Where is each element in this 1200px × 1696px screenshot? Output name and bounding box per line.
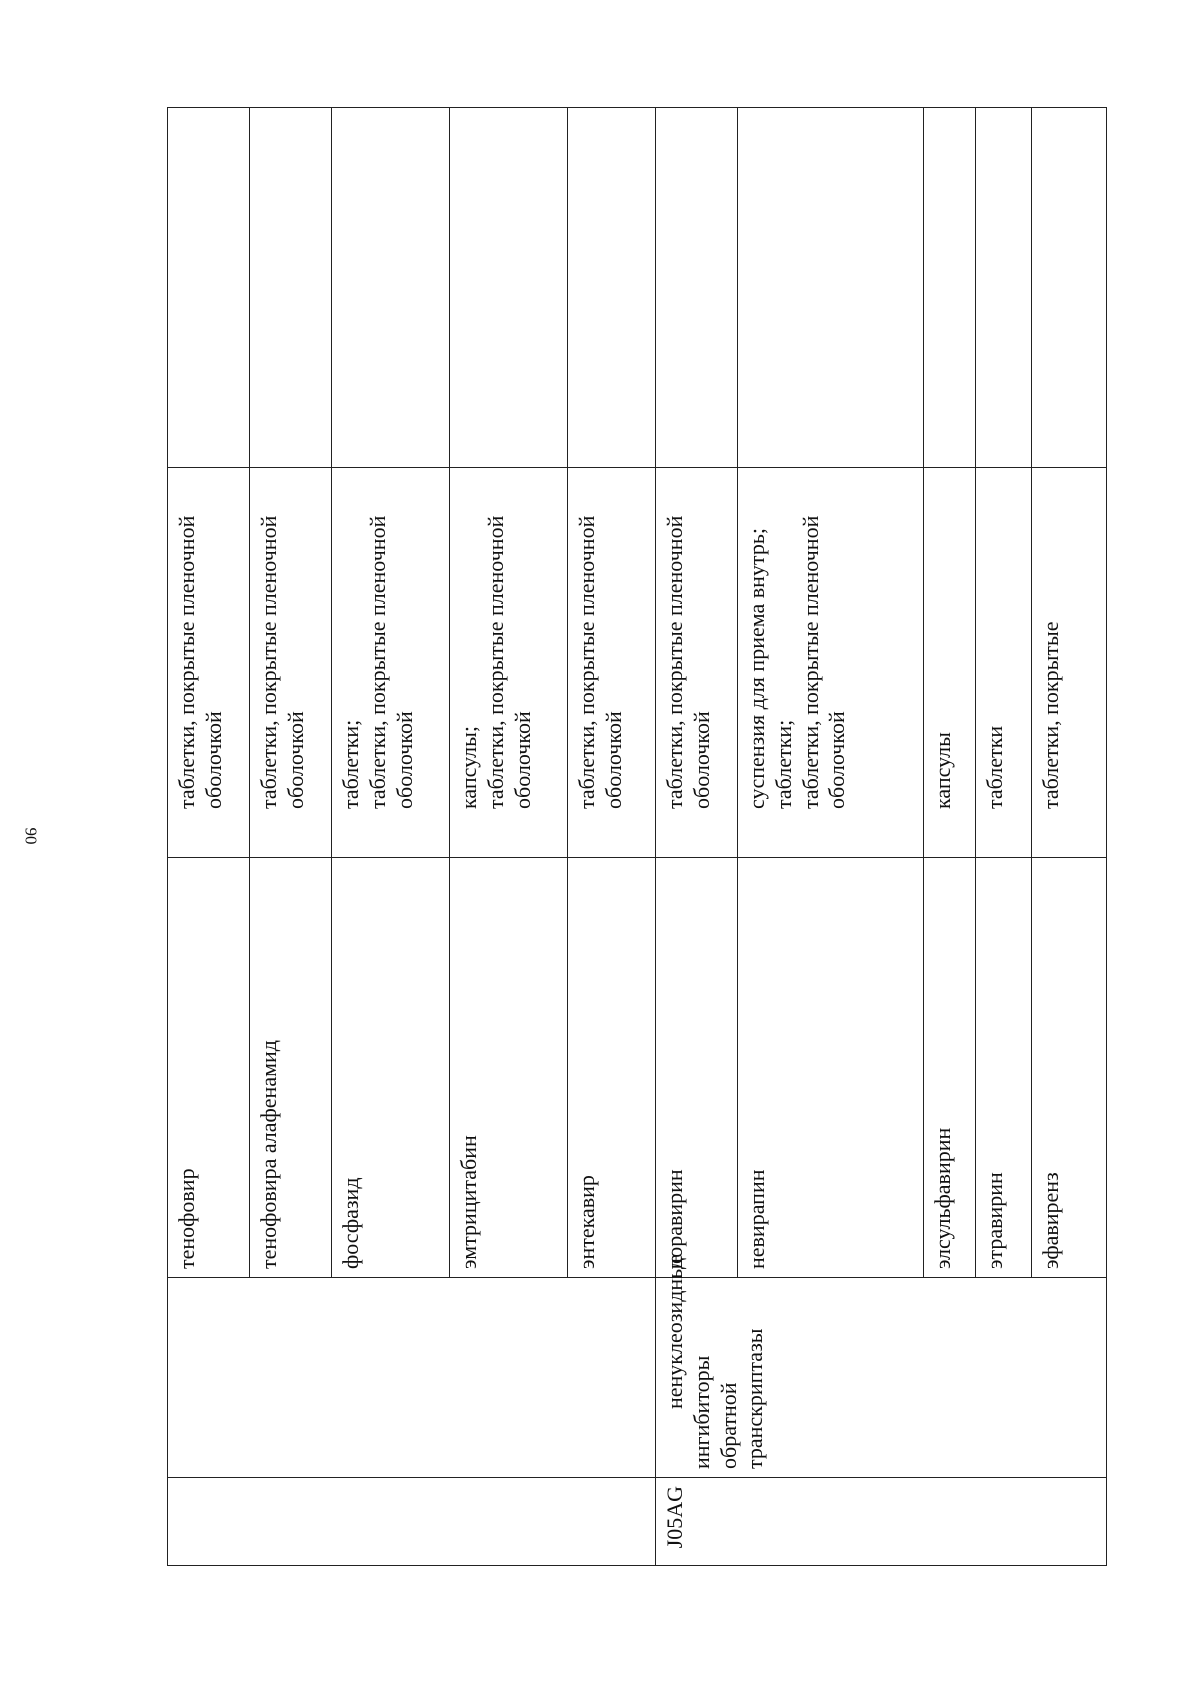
dosage-form-line: капсулы xyxy=(930,732,955,809)
dosage-form-line: таблетки xyxy=(982,725,1007,809)
dosage-form-line: таблетки, покрытые пленочной оболочкой xyxy=(482,515,535,809)
dosage-form-line: таблетки, покрытые пленочной оболочкой xyxy=(797,515,850,809)
drug-name-cell: фосфазид xyxy=(332,858,450,1278)
group-cell: ненуклеозидные ингибиторы обратной транскриптазы xyxy=(656,1278,1107,1478)
group-cell xyxy=(168,1278,656,1478)
empty-cell xyxy=(332,108,450,468)
drug-name-cell: тенофовира алафенамид xyxy=(250,858,332,1278)
dosage-form-cell xyxy=(656,468,738,858)
dosage-form-line: таблетки, покрытые пленочной оболочкой xyxy=(662,515,714,809)
dosage-form-cell xyxy=(450,468,568,858)
empty-cell xyxy=(250,108,332,468)
dosage-form-cell xyxy=(1032,468,1107,858)
dosage-form-cell xyxy=(250,468,332,858)
empty-cell xyxy=(924,108,976,468)
dosage-form-line: таблетки; xyxy=(338,719,363,809)
dosage-form-line: таблетки, покрытые xyxy=(1038,621,1063,809)
drug-name-cell: невирапин xyxy=(738,858,924,1278)
dosage-form-cell xyxy=(168,468,250,858)
dosage-form-cell xyxy=(738,468,924,858)
empty-cell xyxy=(568,108,656,468)
dosage-form-line: таблетки, покрытые пленочной оболочкой xyxy=(256,515,308,809)
dosage-form-line: таблетки, покрытые пленочной оболочкой xyxy=(364,515,417,809)
drug-name-cell: элсульфавирин xyxy=(924,858,976,1278)
drug-name-cell: энтекавир xyxy=(568,858,656,1278)
dosage-form-cell xyxy=(332,468,450,858)
dosage-form-line: суспензия для приема внутрь; xyxy=(744,528,769,809)
drug-name-cell: эфавиренз xyxy=(1032,858,1107,1278)
drug-name-cell: доравирин xyxy=(656,858,738,1278)
empty-cell xyxy=(656,108,738,468)
drug-name-cell: тенофовир xyxy=(168,858,250,1278)
medications-table xyxy=(167,107,1107,1566)
dosage-form-cell xyxy=(976,468,1032,858)
page-number: 90 xyxy=(21,827,41,845)
dosage-form-line: таблетки, покрытые пленочной оболочкой xyxy=(574,515,626,809)
dosage-form-line: таблетки, покрытые пленочной оболочкой xyxy=(174,515,226,809)
atc-code-cell xyxy=(168,1478,656,1566)
rotated-table-container xyxy=(167,108,1106,1566)
dosage-form-cell xyxy=(924,468,976,858)
empty-cell xyxy=(1032,108,1107,468)
empty-cell xyxy=(450,108,568,468)
drug-name-cell: эмтрицитабин xyxy=(450,858,568,1278)
dosage-form-line: капсулы; xyxy=(456,726,481,809)
empty-cell xyxy=(976,108,1032,468)
dosage-form-cell xyxy=(568,468,656,858)
atc-code-cell: J05AG xyxy=(656,1478,1107,1566)
empty-cell xyxy=(738,108,924,468)
rotated-table-region xyxy=(167,108,1106,1566)
empty-cell xyxy=(168,108,250,468)
drug-name-cell: этравирин xyxy=(976,858,1032,1278)
table-row xyxy=(656,108,738,1566)
table-row xyxy=(168,108,250,1566)
dosage-form-line: таблетки; xyxy=(770,719,796,809)
